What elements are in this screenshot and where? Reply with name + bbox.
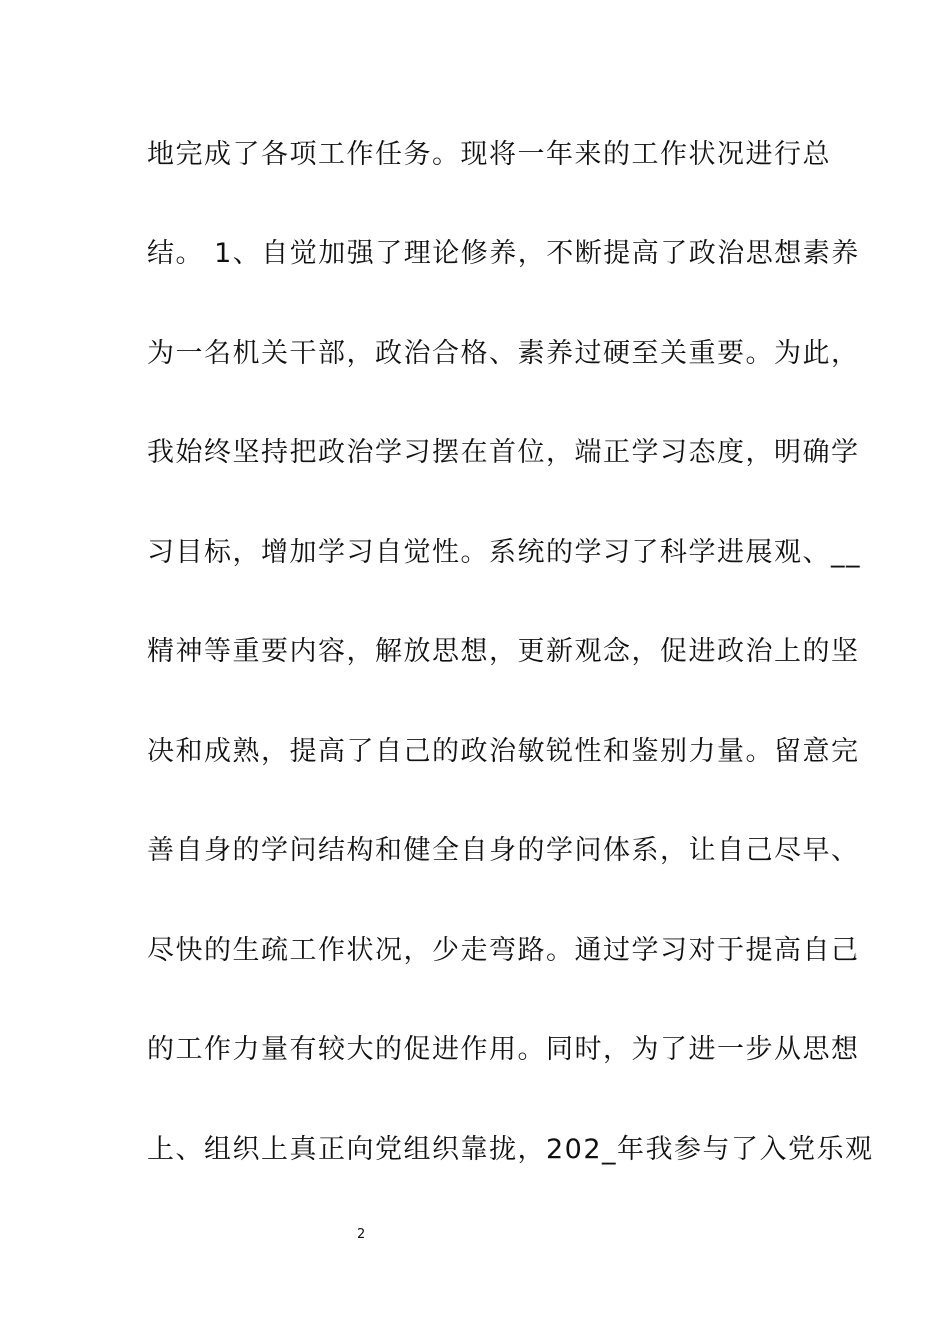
- text-line: 上、组织上真正向党组织靠拢，202_年我参与了入党乐观: [147, 1134, 874, 1165]
- text-line: 习目标，增加学习自觉性。系统的学习了科学进展观、__: [147, 537, 861, 568]
- text-line: 精神等重要内容，解放思想，更新观念，促进政治上的坚: [147, 636, 860, 667]
- text-line: 决和成熟，提高了自己的政治敏锐性和鉴别力量。留意完: [147, 736, 860, 767]
- text-line: 我始终坚持把政治学习摆在首位，端正学习态度，明确学: [147, 437, 860, 468]
- text-line: 的工作力量有较大的促进作用。同时，为了进一步从思想: [147, 1034, 860, 1065]
- text-line: 尽快的生疏工作状况，少走弯路。通过学习对于提高自己: [147, 935, 860, 966]
- page-number: 2: [357, 1227, 366, 1242]
- text-line: 地完成了各项工作任务。现将一年来的工作状况进行总: [147, 139, 831, 170]
- text-line: 为一名机关干部，政治合格、素养过硬至关重要。为此，: [147, 338, 860, 369]
- text-line: 结。 1、自觉加强了理论修养，不断提高了政治思想素养: [147, 238, 860, 269]
- text-line: 善自身的学问结构和健全自身的学问体系，让自己尽早、: [147, 835, 860, 866]
